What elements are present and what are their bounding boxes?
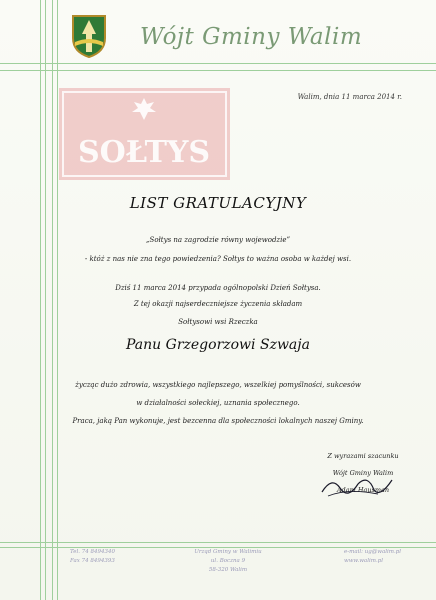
signature-icon [318,468,398,502]
recipient-name: Panu Grzegorzowi Szwaja [126,337,310,353]
footer-address [188,548,268,575]
stamp-text: SOŁTYS [77,135,211,170]
body-line: Sołtysowi wsi Rzeczka [178,318,258,326]
place-date: Walim, dnia 11 marca 2014 r. [297,93,402,101]
body-line: życząc dużo zdrowia, wszystkiego najlepszego, wszelkiej pomyślności, sukcesów [75,381,361,389]
footer-street: ul. Boczna 9 [210,558,246,564]
soltys-stamp-icon [57,86,232,182]
footer-online [344,548,401,566]
quote-line: „Sołtys na zagrodzie równy wojewodzie” [145,236,291,244]
body-line: w działalności sołeckiej, uznania społecznego. [136,399,300,407]
header-line [0,63,436,64]
body-line: Praca, jaką Pan wykonuje, jest bezcenna dla społeczności lokalnych naszej Gminy. [72,417,364,425]
footer-postal: 58-320 Walim [208,567,248,573]
footer-contact [70,548,115,566]
footer-www: www.walim.pl [344,558,383,564]
body-line: - któż z nas nie zna tego powiedzenia? Sołtys to ważna osoba w każdej wsi. [84,255,352,263]
footer-office-name: Urząd Gminy w Walimiu [194,549,262,555]
footer-email: e-mail: ug@walim.pl [344,549,402,555]
footer-phone: Tel. 74 8494340 [70,549,115,555]
closing-name: Adam Hausman [336,486,390,494]
document-title: LIST GRATULACYJNY [129,194,307,212]
closing-office: Wójt Gminy Walim [332,469,394,477]
closing-regards: Z wyrazami szacunku [327,452,399,460]
header-line [0,70,436,71]
body-line: Z tej okazji najserdeczniejsze życzenia składam [133,300,303,308]
footer-fax: Fax 74 8494393 [70,558,115,564]
coat-of-arms-icon [70,14,108,58]
body-line: Dziś 11 marca 2014 przypada ogólnopolski Dzień Sołtysa. [115,284,321,292]
page-title: Wójt Gminy Walim [140,24,363,50]
footer-line [0,542,436,543]
